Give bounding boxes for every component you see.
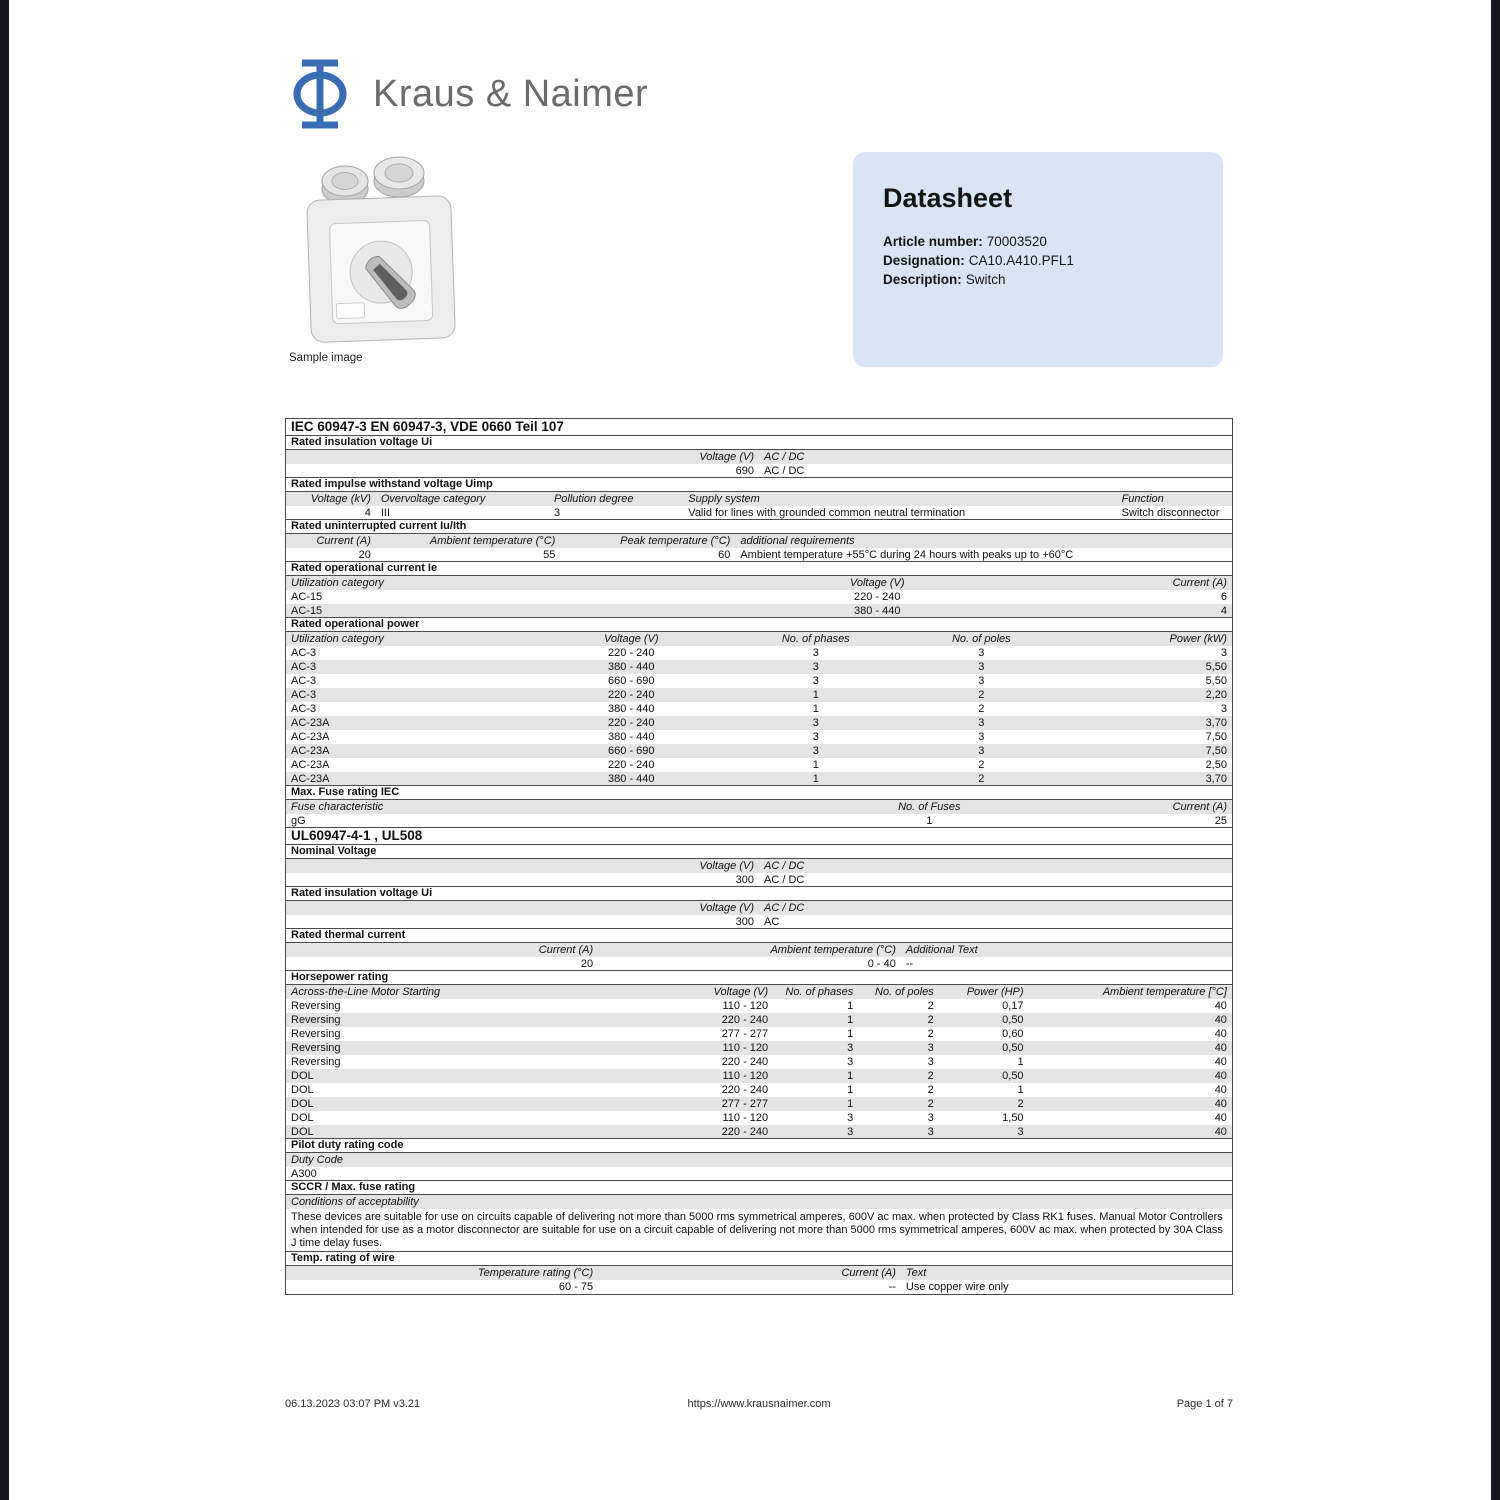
section-title: Pilot duty rating code bbox=[286, 1138, 1232, 1153]
section-title: Horsepower rating bbox=[286, 970, 1232, 985]
cell: Power (kW) bbox=[1169, 632, 1227, 645]
cell: 3 bbox=[927, 1125, 934, 1138]
column-header-row bbox=[286, 492, 1232, 506]
viewer-edge-right bbox=[1491, 0, 1500, 1500]
footer-page-number: Page 1 of 7 bbox=[1176, 1398, 1233, 1410]
table-row bbox=[286, 1111, 1232, 1125]
table-row bbox=[286, 646, 1232, 660]
column-header-row bbox=[286, 1266, 1232, 1280]
table-main-title: IEC 60947-3 EN 60947-3, VDE 0660 Teil 107 bbox=[286, 418, 1232, 436]
cell: AC-15 bbox=[291, 590, 323, 603]
table-row bbox=[286, 814, 1232, 828]
cell: 3 bbox=[812, 660, 819, 673]
cell: DOL bbox=[291, 1083, 314, 1096]
spec-table bbox=[285, 418, 1233, 1295]
table-row bbox=[286, 772, 1232, 786]
cell: 3,70 bbox=[1205, 716, 1227, 729]
cell: 1 bbox=[812, 758, 819, 771]
product-image bbox=[295, 150, 470, 353]
cell: 3 bbox=[978, 716, 985, 729]
cell: Voltage (V) bbox=[713, 985, 769, 998]
cell: 3 bbox=[812, 716, 819, 729]
cell: 40 bbox=[1214, 1097, 1227, 1110]
cell: 3 bbox=[927, 1055, 934, 1068]
viewer-edge-left bbox=[0, 0, 9, 1500]
section-title: Rated uninterrupted current Iu/Ith bbox=[286, 519, 1232, 534]
cell: A300 bbox=[291, 1167, 317, 1180]
cell: AC-15 bbox=[291, 604, 323, 617]
cell: 277 - 277 bbox=[721, 1097, 769, 1110]
cell: 110 - 120 bbox=[722, 999, 769, 1012]
column-header-row bbox=[286, 1153, 1232, 1167]
cell: 3 bbox=[978, 674, 985, 687]
cell: Use copper wire only bbox=[905, 1280, 1009, 1293]
cell: No. of phases bbox=[785, 985, 854, 998]
cell: 6 bbox=[1220, 590, 1227, 603]
page-footer bbox=[285, 1398, 1233, 1410]
cell: DOL bbox=[291, 1069, 314, 1082]
cell: 3 bbox=[847, 1111, 854, 1124]
cell: 3 bbox=[553, 506, 561, 519]
cell: 7,50 bbox=[1205, 730, 1227, 743]
cell: Function bbox=[1121, 492, 1164, 505]
cell: 20 bbox=[580, 957, 594, 970]
section-title: Rated insulation voltage Ui bbox=[286, 435, 1232, 450]
column-header-row bbox=[286, 632, 1232, 646]
cell: AC-3 bbox=[291, 702, 317, 715]
cell: Reversing bbox=[291, 1027, 341, 1040]
cell: 0,60 bbox=[1002, 1027, 1024, 1040]
cell: 25 bbox=[1214, 814, 1227, 827]
cell: 2 bbox=[978, 688, 985, 701]
cell: AC-23A bbox=[291, 716, 330, 729]
cell: 3 bbox=[812, 730, 819, 743]
table-row bbox=[286, 1069, 1232, 1083]
cell: Temperature rating (°C) bbox=[477, 1266, 594, 1279]
cell: 0,50 bbox=[1002, 1041, 1024, 1054]
table-row bbox=[286, 604, 1232, 618]
cell: 3 bbox=[1220, 702, 1227, 715]
cell: AC-3 bbox=[291, 660, 317, 673]
table-row bbox=[286, 730, 1232, 744]
cell: 2 bbox=[927, 1069, 934, 1082]
cell: Pollution degree bbox=[553, 492, 634, 505]
cell: Current (A) bbox=[841, 1266, 896, 1279]
cell: 3 bbox=[1017, 1125, 1024, 1138]
table-row bbox=[286, 1013, 1232, 1027]
cell: 1,50 bbox=[1002, 1111, 1024, 1124]
table-row bbox=[286, 758, 1232, 772]
cell: Valid for lines with grounded common neutral termination bbox=[688, 506, 966, 519]
cell: 220 - 240 bbox=[721, 1083, 769, 1096]
cell: Voltage (V) bbox=[699, 859, 754, 872]
cell: 3 bbox=[847, 1125, 854, 1138]
cell: 220 - 240 bbox=[853, 590, 901, 603]
cell: additional requirements bbox=[740, 534, 855, 547]
section-title: Rated insulation voltage Ui bbox=[286, 886, 1232, 901]
cell: 0 - 40 bbox=[867, 957, 896, 970]
cell: Additional Text bbox=[905, 943, 978, 956]
column-header-row bbox=[286, 985, 1232, 999]
cell: 3 bbox=[812, 674, 819, 687]
cell: -- bbox=[888, 1280, 896, 1293]
article-number-value: 70003520 bbox=[986, 234, 1047, 249]
cell: Current (A) bbox=[1172, 800, 1227, 813]
table-row bbox=[286, 1280, 1232, 1294]
cell: 690 bbox=[735, 464, 754, 477]
cell: 2 bbox=[978, 702, 985, 715]
column-header-row bbox=[286, 450, 1232, 464]
cell: 0,17 bbox=[1002, 999, 1024, 1012]
cell: 380 - 440 bbox=[608, 702, 655, 715]
table-row bbox=[286, 1097, 1232, 1111]
cell: Voltage (V) bbox=[699, 901, 754, 914]
table-row bbox=[286, 1167, 1232, 1181]
cell: AC bbox=[764, 915, 780, 928]
cell: Utilization category bbox=[291, 632, 384, 645]
cell: Ambient temperature (°C) bbox=[429, 534, 556, 547]
table-row bbox=[286, 716, 1232, 730]
cell: Overvoltage category bbox=[380, 492, 486, 505]
cell: 5,50 bbox=[1205, 674, 1227, 687]
table-row bbox=[286, 702, 1232, 716]
article-number-label: Article number: bbox=[883, 234, 983, 249]
section-title: Nominal Voltage bbox=[286, 844, 1232, 859]
table-row bbox=[286, 744, 1232, 758]
cell: 0,50 bbox=[1002, 1013, 1024, 1026]
cell: Voltage (V) bbox=[699, 450, 754, 463]
datasheet-title: Datasheet bbox=[883, 183, 1013, 213]
section-title: Rated thermal current bbox=[286, 928, 1232, 943]
cell: 3 bbox=[978, 646, 985, 659]
cell: Current (A) bbox=[316, 534, 371, 547]
cell: 3 bbox=[978, 660, 985, 673]
cell: 2 bbox=[927, 1013, 934, 1026]
cell: 55 bbox=[543, 548, 556, 561]
datasheet-panel bbox=[853, 152, 1223, 367]
cell: AC-3 bbox=[291, 674, 317, 687]
cell: No. of phases bbox=[781, 632, 850, 645]
cell: 1 bbox=[847, 999, 854, 1012]
cell: AC-3 bbox=[291, 646, 317, 659]
cell: 380 - 440 bbox=[608, 772, 655, 785]
table-row bbox=[286, 660, 1232, 674]
phi-logo-icon bbox=[283, 57, 357, 131]
cell: 380 - 440 bbox=[608, 660, 655, 673]
article-number-field bbox=[883, 232, 1193, 251]
cell: 1 bbox=[847, 1083, 854, 1096]
cell: 300 bbox=[735, 873, 754, 886]
column-header-row bbox=[286, 800, 1232, 814]
cell: Fuse characteristic bbox=[291, 800, 384, 813]
cell: AC-23A bbox=[291, 730, 330, 743]
cell: 2 bbox=[927, 1027, 934, 1040]
cell: Reversing bbox=[291, 1013, 341, 1026]
cell: 1 bbox=[847, 1027, 854, 1040]
cell: 220 - 240 bbox=[721, 1055, 769, 1068]
table-row bbox=[286, 688, 1232, 702]
cell: Ambient temperature +55°C during 24 hours with peaks up to +60°C bbox=[740, 548, 1074, 561]
cell: 20 bbox=[358, 548, 371, 561]
column-header-row bbox=[286, 534, 1232, 548]
cell: 3 bbox=[927, 1111, 934, 1124]
cell: AC / DC bbox=[764, 873, 805, 886]
cell: 2 bbox=[978, 758, 985, 771]
cell: 3 bbox=[927, 1041, 934, 1054]
cell: 3 bbox=[1220, 646, 1227, 659]
cell: 60 bbox=[718, 548, 731, 561]
cell: 2 bbox=[927, 1083, 934, 1096]
cell: 220 - 240 bbox=[608, 758, 655, 771]
cell: Current (A) bbox=[1172, 576, 1227, 589]
table-row bbox=[286, 674, 1232, 688]
cell: gG bbox=[291, 814, 306, 827]
table-row bbox=[286, 1125, 1232, 1139]
cell: 3,70 bbox=[1205, 772, 1227, 785]
cell: AC-23A bbox=[291, 772, 330, 785]
cell: Reversing bbox=[291, 999, 341, 1012]
cell: 660 - 690 bbox=[608, 744, 655, 757]
cell: 4 bbox=[1220, 604, 1227, 617]
cell: 2 bbox=[927, 1097, 934, 1110]
cell: DOL bbox=[291, 1111, 314, 1124]
cell: 3 bbox=[812, 646, 819, 659]
table-row bbox=[286, 915, 1232, 929]
cell: Voltage (V) bbox=[849, 576, 905, 589]
cell: 380 - 440 bbox=[853, 604, 901, 617]
cell: Duty Code bbox=[291, 1153, 343, 1166]
cell: III bbox=[380, 506, 391, 519]
section-title: Rated operational current Ie bbox=[286, 561, 1232, 576]
cell: 1 bbox=[847, 1097, 854, 1110]
cell: 3 bbox=[978, 730, 985, 743]
table-row bbox=[286, 873, 1232, 887]
cell: 220 - 240 bbox=[608, 716, 655, 729]
cell: 40 bbox=[1214, 1125, 1227, 1138]
cell: 5,50 bbox=[1205, 660, 1227, 673]
cell: 220 - 240 bbox=[721, 1125, 769, 1138]
cell: Text bbox=[905, 1266, 927, 1279]
cell: 660 - 690 bbox=[608, 674, 655, 687]
column-header-row bbox=[286, 943, 1232, 957]
cell: 1 bbox=[1017, 1055, 1024, 1068]
cell: 110 - 120 bbox=[722, 1111, 769, 1124]
cell: 2 bbox=[978, 772, 985, 785]
cell: 60 - 75 bbox=[558, 1280, 594, 1293]
cell: 110 - 120 bbox=[722, 1041, 769, 1054]
cell: AC / DC bbox=[764, 464, 805, 477]
cell: 2,20 bbox=[1205, 688, 1227, 701]
column-header-row bbox=[286, 901, 1232, 915]
section-title: Rated impulse withstand voltage Uimp bbox=[286, 477, 1232, 492]
cell: No. of poles bbox=[951, 632, 1011, 645]
cell: AC / DC bbox=[764, 859, 805, 872]
table-row bbox=[286, 1209, 1232, 1252]
cell: 1 bbox=[812, 772, 819, 785]
table-row bbox=[286, 1041, 1232, 1055]
column-header-row bbox=[286, 1195, 1232, 1209]
cell: Ambient temperature [°C] bbox=[1102, 985, 1227, 998]
table-row bbox=[286, 1083, 1232, 1097]
description-value: Switch bbox=[965, 272, 1006, 287]
cell: -- bbox=[905, 957, 914, 970]
cell: AC / DC bbox=[764, 450, 805, 463]
cell: 4 bbox=[364, 506, 371, 519]
cell: 0,50 bbox=[1002, 1069, 1024, 1082]
cell: 2 bbox=[927, 999, 934, 1012]
cell: 40 bbox=[1214, 1055, 1227, 1068]
section-title: Rated operational power bbox=[286, 617, 1232, 632]
cell: These devices are suitable for use on circuits capable of delivering not more than 5000 rms symmetrical amperes, 600V ac max. when protected by Class RK1 fuses. Manual Motor Controllers when intended for use as a motor disconnector are suitable for use on a circuit capable of delivering not more than 5000 rms symmetrical amperes, 600V ac max. when protected by 30A Class J time delay fuses. bbox=[291, 1211, 1223, 1249]
cell: Supply system bbox=[688, 492, 760, 505]
cell: 1 bbox=[847, 1013, 854, 1026]
table-row bbox=[286, 1027, 1232, 1041]
designation-field bbox=[883, 251, 1193, 270]
cell: 40 bbox=[1214, 1111, 1227, 1124]
cell: Conditions of acceptability bbox=[291, 1195, 419, 1208]
section-title: SCCR / Max. fuse rating bbox=[286, 1180, 1232, 1195]
cell: Ambient temperature (°C) bbox=[770, 943, 896, 956]
cell: 40 bbox=[1214, 1069, 1227, 1082]
cell: 40 bbox=[1214, 999, 1227, 1012]
section-title: Max. Fuse rating IEC bbox=[286, 785, 1232, 800]
table-row bbox=[286, 1055, 1232, 1069]
cell: DOL bbox=[291, 1125, 314, 1138]
table-row bbox=[286, 464, 1232, 478]
cell: 2 bbox=[1017, 1097, 1024, 1110]
footer-date-version: 06.13.2023 03:07 PM v3.21 bbox=[285, 1398, 421, 1410]
cell: 1 bbox=[812, 688, 819, 701]
brand-name: Kraus & Naimer bbox=[373, 72, 649, 115]
cell: Switch disconnector bbox=[1121, 506, 1220, 519]
table-main-title: UL60947-4-1 , UL508 bbox=[286, 827, 1232, 845]
cell: 277 - 277 bbox=[721, 1027, 769, 1040]
table-row bbox=[286, 999, 1232, 1013]
cell: 40 bbox=[1214, 1041, 1227, 1054]
description-label: Description: bbox=[883, 272, 962, 287]
cell: Power (HP) bbox=[966, 985, 1024, 998]
cell: Reversing bbox=[291, 1041, 341, 1054]
cell: 3 bbox=[847, 1055, 854, 1068]
cell: 220 - 240 bbox=[608, 688, 655, 701]
cell: 220 - 240 bbox=[721, 1013, 769, 1026]
sample-image-caption: Sample image bbox=[289, 352, 363, 364]
cell: 220 - 240 bbox=[608, 646, 655, 659]
cell: 7,50 bbox=[1205, 744, 1227, 757]
cell: 1 bbox=[926, 814, 933, 827]
brand-header bbox=[283, 57, 648, 131]
cell: Peak temperature (°C) bbox=[620, 534, 731, 547]
cell: 2,50 bbox=[1205, 758, 1227, 771]
cell: Reversing bbox=[291, 1055, 341, 1068]
table-row bbox=[286, 548, 1232, 562]
cell: 3 bbox=[812, 744, 819, 757]
cell: AC-23A bbox=[291, 744, 330, 757]
table-row bbox=[286, 590, 1232, 604]
cell: 1 bbox=[847, 1069, 854, 1082]
cell: AC-23A bbox=[291, 758, 330, 771]
column-header-row bbox=[286, 576, 1232, 590]
cell: 1 bbox=[812, 702, 819, 715]
cell: No. of poles bbox=[875, 985, 934, 998]
cell: 380 - 440 bbox=[608, 730, 655, 743]
column-header-row bbox=[286, 859, 1232, 873]
cell: Voltage (kV) bbox=[310, 492, 371, 505]
cell: 3 bbox=[847, 1041, 854, 1054]
cell: No. of Fuses bbox=[898, 800, 961, 813]
cell: 300 bbox=[735, 915, 754, 928]
designation-value: CA10.A410.PFL1 bbox=[968, 253, 1074, 268]
cell: 40 bbox=[1214, 1013, 1227, 1026]
cell: 3 bbox=[978, 744, 985, 757]
cell: 40 bbox=[1214, 1083, 1227, 1096]
cell: 40 bbox=[1214, 1027, 1227, 1040]
cell: Voltage (V) bbox=[603, 632, 659, 645]
cell: AC / DC bbox=[764, 901, 805, 914]
section-title: Temp. rating of wire bbox=[286, 1251, 1232, 1266]
cell: AC-3 bbox=[291, 688, 317, 701]
cell: Across-the-Line Motor Starting bbox=[291, 985, 441, 998]
cell: DOL bbox=[291, 1097, 314, 1110]
table-row bbox=[286, 506, 1232, 520]
footer-url[interactable]: https://www.krausnaimer.com bbox=[687, 1398, 831, 1410]
cell: Current (A) bbox=[538, 943, 594, 956]
cell: Utilization category bbox=[291, 576, 384, 589]
cell: 110 - 120 bbox=[722, 1069, 769, 1082]
designation-label: Designation: bbox=[883, 253, 965, 268]
description-field bbox=[883, 270, 1193, 289]
cell: 1 bbox=[1017, 1083, 1024, 1096]
table-row bbox=[286, 957, 1232, 971]
